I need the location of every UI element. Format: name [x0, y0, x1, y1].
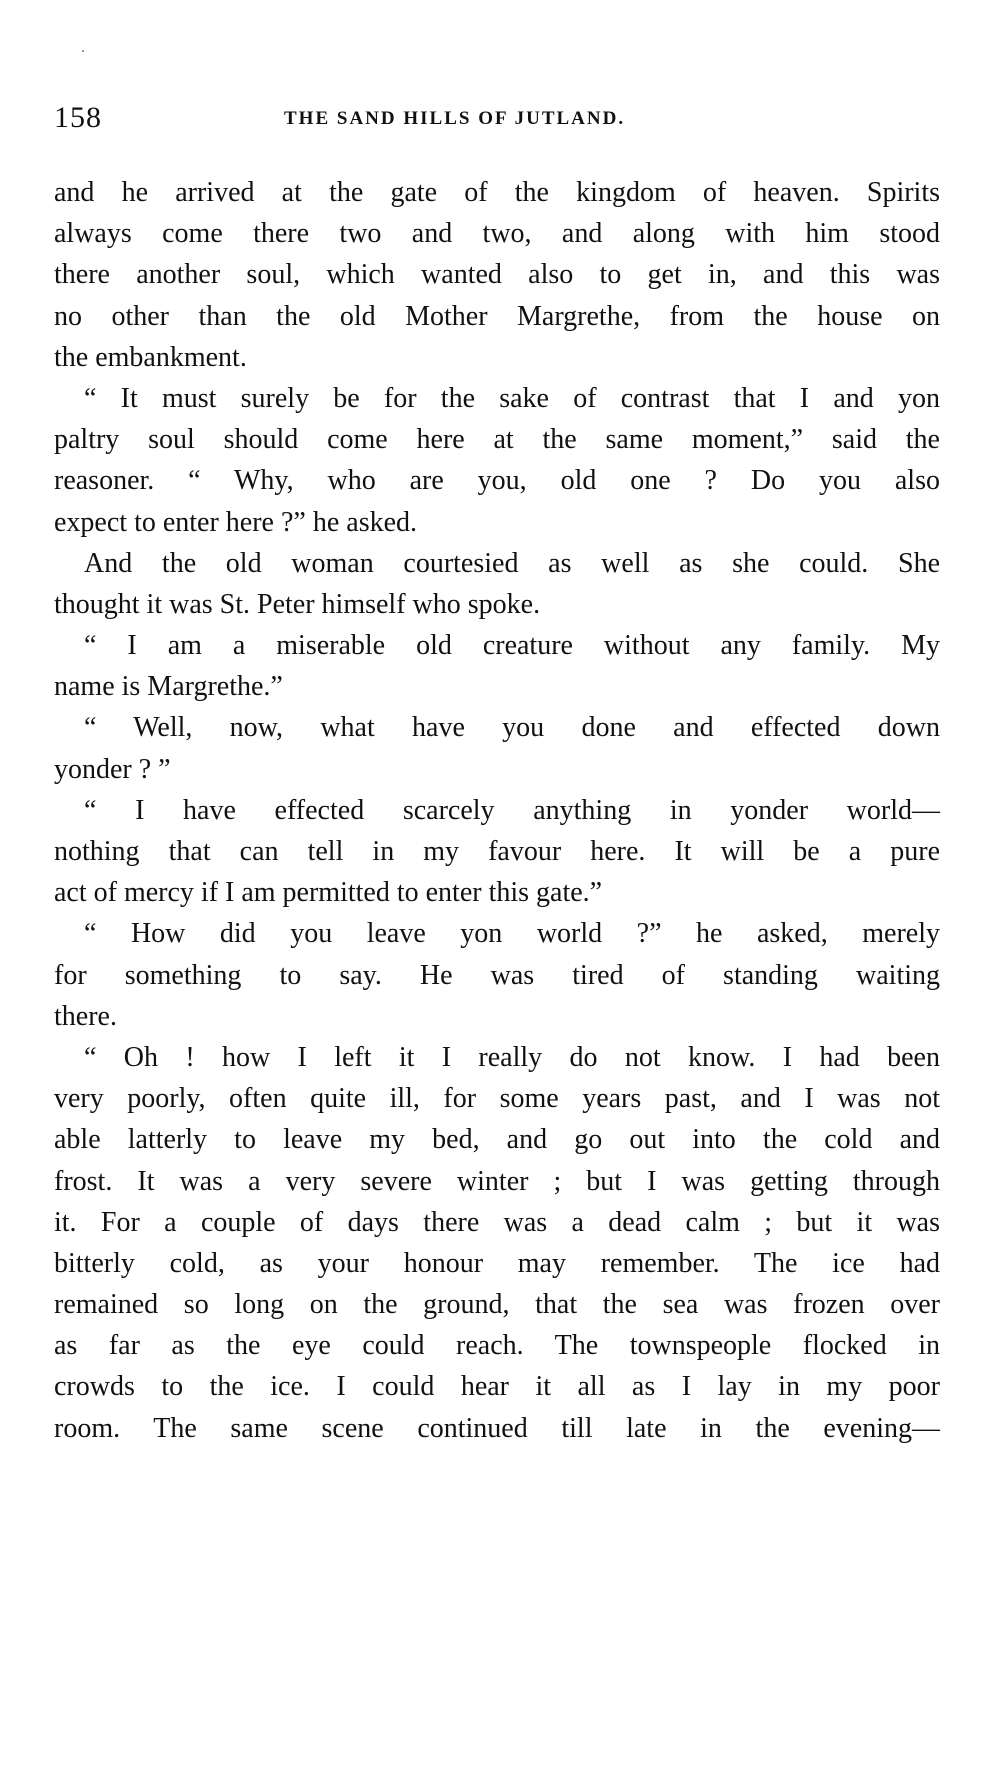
print-speck [82, 50, 84, 52]
text-line: yonder ? ” [54, 753, 171, 785]
text-line: always come there two and two, and along with him stood [54, 218, 940, 250]
text-line: the embankment. [54, 341, 247, 373]
running-title: THE SAND HILLS OF JUTLAND. [284, 108, 626, 129]
text-line: and he arrived at the gate of the kingdom of heaven. Spirits [54, 177, 940, 208]
text-line: expect to enter here ?” he asked. [54, 506, 418, 538]
text-line: no other than the old Mother Margrethe, from the house on [54, 300, 940, 332]
text-line: “ Oh ! how I left it I really do not know. I had been [84, 1041, 940, 1073]
text-line: nothing that can tell in my favour here. It will be a pure [54, 836, 940, 867]
text-line: “ I have effected scarcely anything in yonder world— [84, 794, 940, 826]
text-line: for something to say. He was tired of standing waiting [54, 959, 940, 991]
page-number: 158 [54, 101, 102, 134]
text-line: room. The same scene continued till late in the evening— [54, 1412, 940, 1444]
text-line: as far as the eye could reach. The townspeople flocked in [54, 1330, 940, 1362]
text-line: frost. It was a very severe winter ; but I was getting through [54, 1165, 940, 1197]
text-line: “ It must surely be for the sake of contrast that I and yon [84, 382, 940, 414]
text-line: crowds to the ice. I could hear it all as I lay in my poor [54, 1371, 940, 1403]
text-line: able latterly to leave my bed, and go out into the cold and [54, 1124, 940, 1156]
page-header [54, 98, 940, 138]
text-line: name is Margrethe.” [54, 671, 283, 703]
text-line: reasoner. “ Why, who are you, old one ? Do you also [54, 465, 940, 497]
text-line: “ How did you leave yon world ?” he asked, merely [84, 918, 940, 950]
text-line: it. For a couple of days there was a dead calm ; but it was [54, 1206, 940, 1238]
text-line: And the old woman courtesied as well as she could. She [84, 547, 940, 579]
text-line: there another soul, which wanted also to get in, and this was [54, 259, 940, 291]
text-line: act of mercy if I am permitted to enter this gate.” [54, 877, 603, 909]
text-line: remained so long on the ground, that the sea was frozen over [54, 1289, 940, 1321]
text-line: there. [54, 1000, 117, 1032]
text-line: thought it was St. Peter himself who spoke. [54, 588, 541, 620]
text-line: “ Well, now, what have you done and effected down [84, 712, 940, 744]
text-line: very poorly, often quite ill, for some years past, and I was not [54, 1083, 940, 1115]
text-line: paltry soul should come here at the same moment,” said the [54, 424, 940, 456]
text-line: “ I am a miserable old creature without any family. My [84, 630, 940, 662]
text-line: bitterly cold, as your honour may remember. The ice had [54, 1247, 940, 1279]
body-text [54, 172, 940, 1642]
